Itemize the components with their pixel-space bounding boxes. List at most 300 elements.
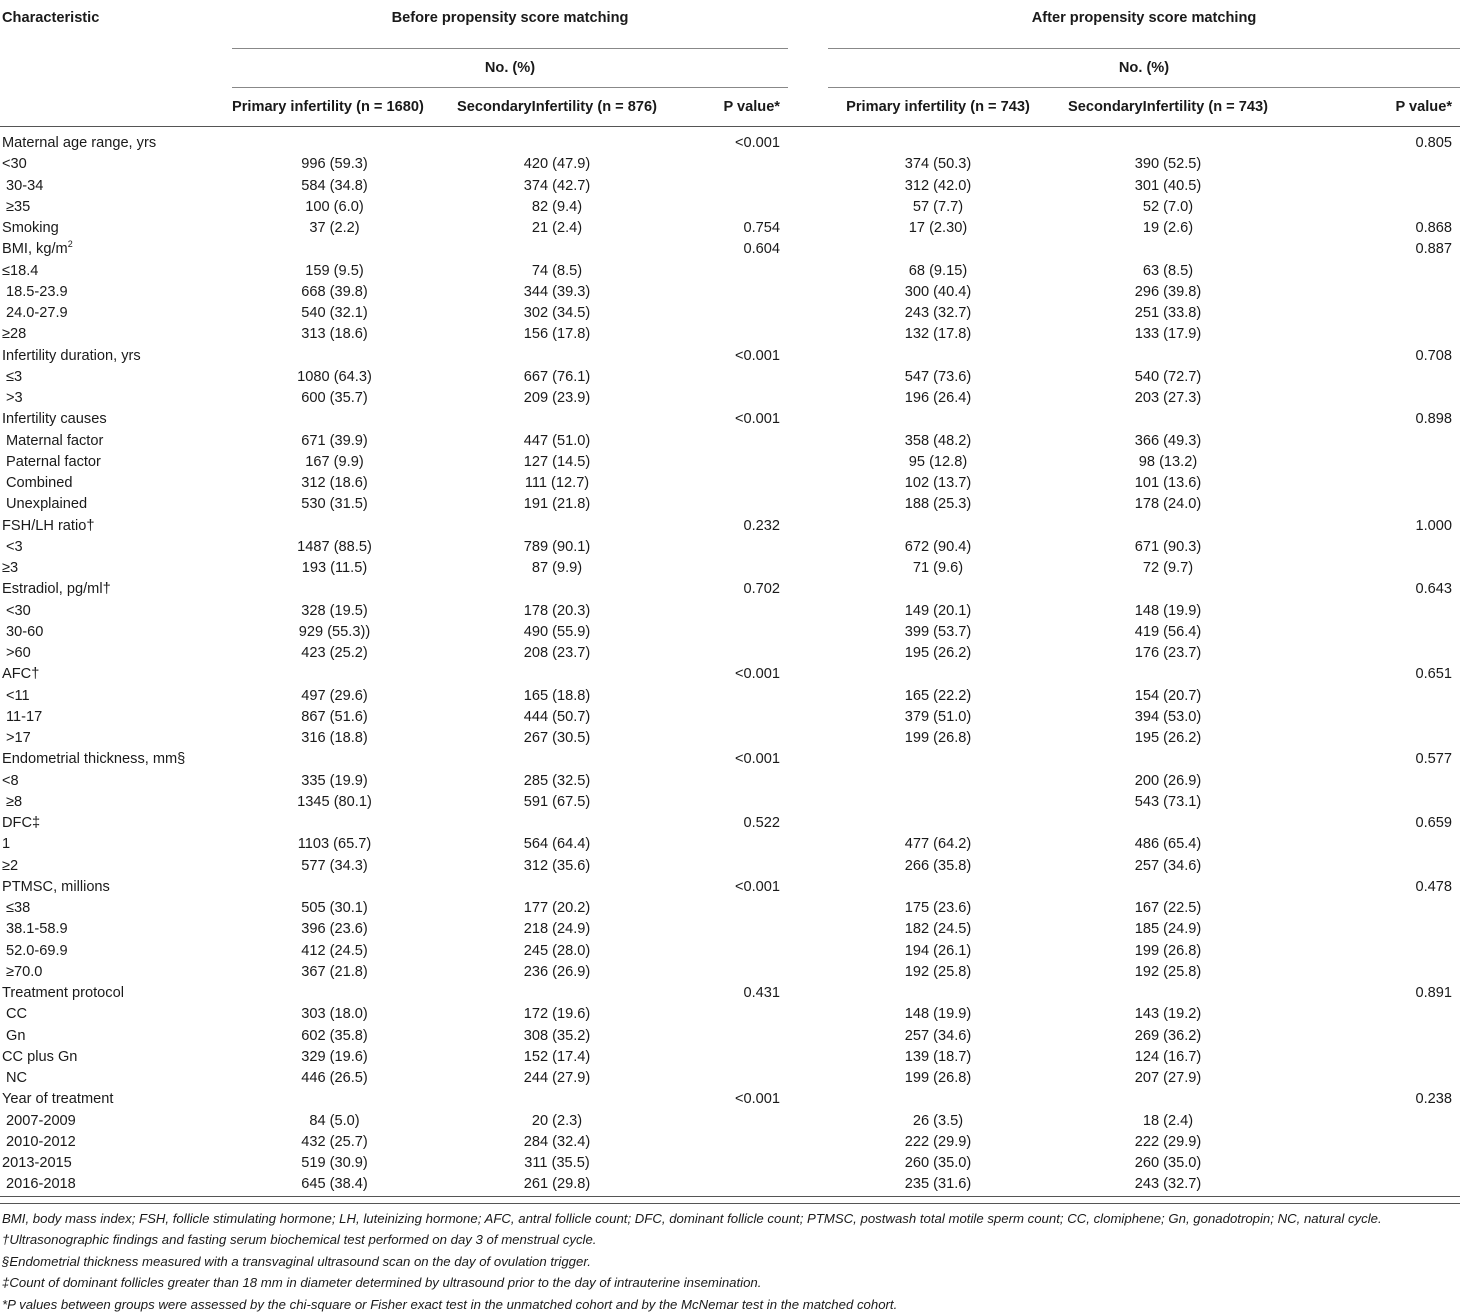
cell-value: 1487 (88.5) (232, 537, 437, 558)
table-row (0, 1047, 1460, 1068)
cell-value (1048, 983, 1288, 1004)
row-label: Infertility duration, yrs (0, 346, 232, 367)
table-row (0, 664, 1460, 685)
cell-value: 432 (25.7) (232, 1132, 437, 1153)
cell-value: 1345 (80.1) (232, 792, 437, 813)
cell-value: 302 (34.5) (437, 303, 677, 324)
cell-value (1048, 127, 1288, 155)
table-row (0, 622, 1460, 643)
cell-value: 195 (26.2) (1048, 728, 1288, 749)
cell-value: 111 (12.7) (437, 473, 677, 494)
table-row (0, 643, 1460, 664)
cell-value: 194 (26.1) (828, 941, 1048, 962)
cell-value (1288, 494, 1460, 515)
cell-value (677, 388, 788, 409)
cell-value (677, 1153, 788, 1174)
cell-value (677, 834, 788, 855)
cell-value: 243 (32.7) (828, 303, 1048, 324)
cell-value (828, 749, 1048, 770)
cell-value: 261 (29.8) (437, 1174, 677, 1196)
cell-value: 547 (73.6) (828, 367, 1048, 388)
row-label: ≤3 (0, 367, 232, 388)
cell-value: <0.001 (677, 409, 788, 430)
cell-value (1288, 388, 1460, 409)
cell-value: 444 (50.7) (437, 707, 677, 728)
cell-value: 165 (18.8) (437, 686, 677, 707)
cell-value: 269 (36.2) (1048, 1026, 1288, 1047)
header-characteristic: Characteristic (0, 0, 232, 127)
cell-value: 245 (28.0) (437, 941, 677, 962)
column-gap (788, 749, 828, 770)
cell-value (1288, 1026, 1460, 1047)
cell-value (1288, 452, 1460, 473)
cell-value (677, 452, 788, 473)
table-row (0, 707, 1460, 728)
cell-value: 308 (35.2) (437, 1026, 677, 1047)
column-gap (788, 898, 828, 919)
cell-value: 37 (2.2) (232, 218, 437, 239)
cell-value (677, 962, 788, 983)
cell-value: 300 (40.4) (828, 282, 1048, 303)
cell-value: 584 (34.8) (232, 176, 437, 197)
cell-value (1288, 601, 1460, 622)
cell-value (1288, 1174, 1460, 1196)
cell-value (677, 431, 788, 452)
table-row (0, 1068, 1460, 1089)
row-label: CC plus Gn (0, 1047, 232, 1068)
table-row (0, 1026, 1460, 1047)
cell-value: 1103 (65.7) (232, 834, 437, 855)
table-row (0, 1153, 1460, 1174)
cell-value: 199 (26.8) (828, 728, 1048, 749)
cell-value: 600 (35.7) (232, 388, 437, 409)
row-label: ≥70.0 (0, 962, 232, 983)
cell-value (437, 749, 677, 770)
column-gap (788, 834, 828, 855)
row-label: Paternal factor (0, 452, 232, 473)
cell-value (1288, 367, 1460, 388)
cell-value: 20 (2.3) (437, 1111, 677, 1132)
cell-value (1288, 261, 1460, 282)
cell-value: 124 (16.7) (1048, 1047, 1288, 1068)
cell-value (1288, 686, 1460, 707)
cell-value (232, 127, 437, 155)
cell-value: 71 (9.6) (828, 558, 1048, 579)
cell-value: 367 (21.8) (232, 962, 437, 983)
row-label: <30 (0, 601, 232, 622)
row-label: 2016-2018 (0, 1174, 232, 1196)
cell-value: 52 (7.0) (1048, 197, 1288, 218)
cell-value (232, 516, 437, 537)
cell-value: 152 (17.4) (437, 1047, 677, 1068)
cell-value (677, 197, 788, 218)
column-gap (788, 813, 828, 834)
cell-value: <0.001 (677, 1089, 788, 1110)
row-label: 24.0-27.9 (0, 303, 232, 324)
cell-value (1288, 1068, 1460, 1089)
cell-value (828, 1089, 1048, 1110)
row-label: NC (0, 1068, 232, 1089)
cell-value: 165 (22.2) (828, 686, 1048, 707)
column-gap (788, 579, 828, 600)
cell-value: 82 (9.4) (437, 197, 677, 218)
cell-value: 996 (59.3) (232, 154, 437, 175)
cell-value (677, 1174, 788, 1196)
cell-value: 236 (26.9) (437, 962, 677, 983)
cell-value (1288, 1153, 1460, 1174)
bmi-superscript: 2 (68, 239, 73, 249)
cell-value: 0.604 (677, 239, 788, 260)
cell-value (1288, 324, 1460, 345)
cell-value: 399 (53.7) (828, 622, 1048, 643)
cell-value: 379 (51.0) (828, 707, 1048, 728)
cell-value: 218 (24.9) (437, 919, 677, 940)
row-label: Maternal age range, yrs (0, 127, 232, 155)
cell-value: 266 (35.8) (828, 856, 1048, 877)
cell-value: 100 (6.0) (232, 197, 437, 218)
row-label: Estradiol, pg/ml† (0, 579, 232, 600)
column-gap (788, 176, 828, 197)
cell-value: 396 (23.6) (232, 919, 437, 940)
cell-value: 497 (29.6) (232, 686, 437, 707)
table-row (0, 388, 1460, 409)
row-label: ≥8 (0, 792, 232, 813)
cell-value: 188 (25.3) (828, 494, 1048, 515)
table-row (0, 813, 1460, 834)
cell-value: 72 (9.7) (1048, 558, 1288, 579)
column-gap (788, 771, 828, 792)
cell-value (677, 324, 788, 345)
footnote-dagger: †Ultrasonographic findings and fasting serum biochemical test performed on day 3 of menstrual cycle. (2, 1229, 1460, 1251)
cell-value: 486 (65.4) (1048, 834, 1288, 855)
row-label: ≥35 (0, 197, 232, 218)
column-gap (788, 324, 828, 345)
column-gap (788, 601, 828, 622)
column-gap (788, 516, 828, 537)
cell-value: 260 (35.0) (1048, 1153, 1288, 1174)
cell-value (1288, 1004, 1460, 1025)
cell-value: 244 (27.9) (437, 1068, 677, 1089)
row-label: ≥3 (0, 558, 232, 579)
column-gap (788, 983, 828, 1004)
cell-value (1288, 792, 1460, 813)
cell-value (1288, 176, 1460, 197)
cell-value: 1080 (64.3) (232, 367, 437, 388)
column-gap (788, 919, 828, 940)
cell-value (677, 622, 788, 643)
cell-value (437, 579, 677, 600)
row-label: ≤18.4 (0, 261, 232, 282)
cell-value: 867 (51.6) (232, 707, 437, 728)
cell-value: 191 (21.8) (437, 494, 677, 515)
cell-value: 199 (26.8) (828, 1068, 1048, 1089)
table-row (0, 1089, 1460, 1110)
cell-value (828, 664, 1048, 685)
row-label: ≥28 (0, 324, 232, 345)
column-gap (788, 261, 828, 282)
cell-value: 68 (9.15) (828, 261, 1048, 282)
column-gap (788, 643, 828, 664)
cell-value (677, 1026, 788, 1047)
column-gap (788, 154, 828, 175)
cell-value: 671 (39.9) (232, 431, 437, 452)
table-row (0, 749, 1460, 770)
row-label: <3 (0, 537, 232, 558)
column-gap (788, 282, 828, 303)
cell-value: 645 (38.4) (232, 1174, 437, 1196)
row-label: Year of treatment (0, 1089, 232, 1110)
cell-value: 185 (24.9) (1048, 919, 1288, 940)
cell-value (677, 686, 788, 707)
cell-value: 192 (25.8) (828, 962, 1048, 983)
cell-value (232, 1089, 437, 1110)
row-label: Maternal factor (0, 431, 232, 452)
cell-value (677, 707, 788, 728)
row-label: 30-34 (0, 176, 232, 197)
cell-value (1288, 154, 1460, 175)
cell-value: 0.431 (677, 983, 788, 1004)
cell-value: 366 (49.3) (1048, 431, 1288, 452)
cell-value: 178 (20.3) (437, 601, 677, 622)
cell-value: 172 (19.6) (437, 1004, 677, 1025)
cell-value (677, 176, 788, 197)
column-gap (788, 877, 828, 898)
cell-value: 208 (23.7) (437, 643, 677, 664)
column-gap (788, 239, 828, 260)
row-label: 30-60 (0, 622, 232, 643)
cell-value (232, 749, 437, 770)
cell-value (828, 771, 1048, 792)
cell-value (828, 579, 1048, 600)
table-row (0, 516, 1460, 537)
cell-value (1288, 537, 1460, 558)
row-label: 52.0-69.9 (0, 941, 232, 962)
column-gap (788, 1004, 828, 1025)
cell-value (1288, 856, 1460, 877)
cell-value: 671 (90.3) (1048, 537, 1288, 558)
table-row (0, 962, 1460, 983)
cell-value (1048, 813, 1288, 834)
cell-value: 148 (19.9) (1048, 601, 1288, 622)
cell-value: 301 (40.5) (1048, 176, 1288, 197)
column-gap (788, 452, 828, 473)
cell-value: 167 (22.5) (1048, 898, 1288, 919)
cell-value (828, 239, 1048, 260)
cell-value (677, 261, 788, 282)
cell-value: 127 (14.5) (437, 452, 677, 473)
row-label: Gn (0, 1026, 232, 1047)
row-label: Smoking (0, 218, 232, 239)
table-row (0, 579, 1460, 600)
column-gap (788, 856, 828, 877)
cell-value (677, 1047, 788, 1068)
cell-value: 57 (7.7) (828, 197, 1048, 218)
cell-value: 139 (18.7) (828, 1047, 1048, 1068)
cell-value: 505 (30.1) (232, 898, 437, 919)
cell-value (828, 983, 1048, 1004)
cell-value (1288, 622, 1460, 643)
cell-value: 159 (9.5) (232, 261, 437, 282)
cell-value (232, 239, 437, 260)
table-row (0, 473, 1460, 494)
cell-value (1288, 1047, 1460, 1068)
cell-value: 303 (18.0) (232, 1004, 437, 1025)
header-pvalue-before: P value* (677, 88, 788, 127)
row-label: 1 (0, 834, 232, 855)
header-secondary-before: SecondaryInfertility (n = 876) (437, 88, 677, 127)
cell-value (677, 856, 788, 877)
cell-value: 0.898 (1288, 409, 1460, 430)
cell-value (1048, 1089, 1288, 1110)
cell-value (1048, 579, 1288, 600)
cell-value: 374 (50.3) (828, 154, 1048, 175)
cell-value (232, 409, 437, 430)
cell-value (677, 728, 788, 749)
row-label: ≤38 (0, 898, 232, 919)
cell-value: 87 (9.9) (437, 558, 677, 579)
row-label: <8 (0, 771, 232, 792)
column-gap (788, 707, 828, 728)
cell-value (677, 367, 788, 388)
cell-value (677, 558, 788, 579)
table-row (0, 558, 1460, 579)
cell-value: 447 (51.0) (437, 431, 677, 452)
cell-value: 390 (52.5) (1048, 154, 1288, 175)
row-label (0, 239, 232, 260)
cell-value: 312 (18.6) (232, 473, 437, 494)
cell-value (677, 1132, 788, 1153)
row-label: FSH/LH ratio† (0, 516, 232, 537)
cell-value: 419 (56.4) (1048, 622, 1288, 643)
table-row (0, 176, 1460, 197)
table-row (0, 154, 1460, 175)
column-gap (788, 1132, 828, 1153)
table-row (0, 856, 1460, 877)
cell-value: 203 (27.3) (1048, 388, 1288, 409)
cell-value: 17 (2.30) (828, 218, 1048, 239)
cell-value: 207 (27.9) (1048, 1068, 1288, 1089)
cell-value (828, 813, 1048, 834)
table-row (0, 686, 1460, 707)
cell-value: 222 (29.9) (1048, 1132, 1288, 1153)
cell-value: 0.659 (1288, 813, 1460, 834)
cell-value: 929 (55.3)) (232, 622, 437, 643)
footnotes (0, 1203, 1460, 1315)
cell-value (1288, 282, 1460, 303)
header-pvalue-after: P value* (1288, 88, 1460, 127)
cell-value: 477 (64.2) (828, 834, 1048, 855)
cell-value: 209 (23.9) (437, 388, 677, 409)
cell-value: 63 (8.5) (1048, 261, 1288, 282)
cell-value (1288, 728, 1460, 749)
cell-value: 519 (30.9) (232, 1153, 437, 1174)
cell-value: 0.232 (677, 516, 788, 537)
cell-value (1288, 303, 1460, 324)
cell-value: <0.001 (677, 664, 788, 685)
header-no-pct-before: No. (%) (232, 49, 788, 88)
table-row (0, 941, 1460, 962)
cell-value: 0.702 (677, 579, 788, 600)
cell-value (1048, 409, 1288, 430)
cell-value: <0.001 (677, 749, 788, 770)
cell-value: 193 (11.5) (232, 558, 437, 579)
cell-value: 102 (13.7) (828, 473, 1048, 494)
cell-value: 602 (35.8) (232, 1026, 437, 1047)
cell-value: 394 (53.0) (1048, 707, 1288, 728)
cell-value (1048, 877, 1288, 898)
cell-value: 540 (32.1) (232, 303, 437, 324)
cell-value: 200 (26.9) (1048, 771, 1288, 792)
cell-value: 0.577 (1288, 749, 1460, 770)
cell-value (437, 409, 677, 430)
cell-value (437, 516, 677, 537)
cell-value (232, 983, 437, 1004)
table-row (0, 324, 1460, 345)
table-row (0, 431, 1460, 452)
cell-value: 577 (34.3) (232, 856, 437, 877)
cell-value (437, 983, 677, 1004)
row-label: Unexplained (0, 494, 232, 515)
cell-value (677, 154, 788, 175)
cell-value (1288, 771, 1460, 792)
cell-value: 530 (31.5) (232, 494, 437, 515)
cell-value: 95 (12.8) (828, 452, 1048, 473)
cell-value (677, 919, 788, 940)
cell-value (1288, 941, 1460, 962)
cell-value: 0.805 (1288, 127, 1460, 155)
cell-value: 668 (39.8) (232, 282, 437, 303)
table-row (0, 127, 1460, 155)
column-gap (788, 1068, 828, 1089)
column-gap (788, 686, 828, 707)
column-gap (788, 1089, 828, 1110)
column-gap (788, 1047, 828, 1068)
cell-value (828, 346, 1048, 367)
cell-value (1288, 834, 1460, 855)
row-label: 2007-2009 (0, 1111, 232, 1132)
cell-value (1288, 1132, 1460, 1153)
cell-value: 260 (35.0) (828, 1153, 1048, 1174)
table-row (0, 877, 1460, 898)
cell-value (677, 941, 788, 962)
row-label: ≥2 (0, 856, 232, 877)
cell-value: 267 (30.5) (437, 728, 677, 749)
cell-value (828, 127, 1048, 155)
table-row (0, 1132, 1460, 1153)
cell-value (828, 409, 1048, 430)
cell-value: 235 (31.6) (828, 1174, 1048, 1196)
row-label: <11 (0, 686, 232, 707)
table-row (0, 494, 1460, 515)
column-gap (788, 962, 828, 983)
cell-value (677, 303, 788, 324)
cell-value: 257 (34.6) (1048, 856, 1288, 877)
cell-value (1288, 558, 1460, 579)
column-gap (788, 127, 828, 155)
cell-value: 257 (34.6) (828, 1026, 1048, 1047)
table-row (0, 1004, 1460, 1025)
footnote-section: §Endometrial thickness measured with a transvaginal ultrasound scan on the day of ovulation trigger. (2, 1251, 1460, 1273)
cell-value (437, 127, 677, 155)
row-label: DFC‡ (0, 813, 232, 834)
column-gap (788, 1153, 828, 1174)
cell-value: 0.478 (1288, 877, 1460, 898)
row-label: 2010-2012 (0, 1132, 232, 1153)
cell-value: 0.891 (1288, 983, 1460, 1004)
cell-value (677, 282, 788, 303)
cell-value: 148 (19.9) (828, 1004, 1048, 1025)
row-label: AFC† (0, 664, 232, 685)
